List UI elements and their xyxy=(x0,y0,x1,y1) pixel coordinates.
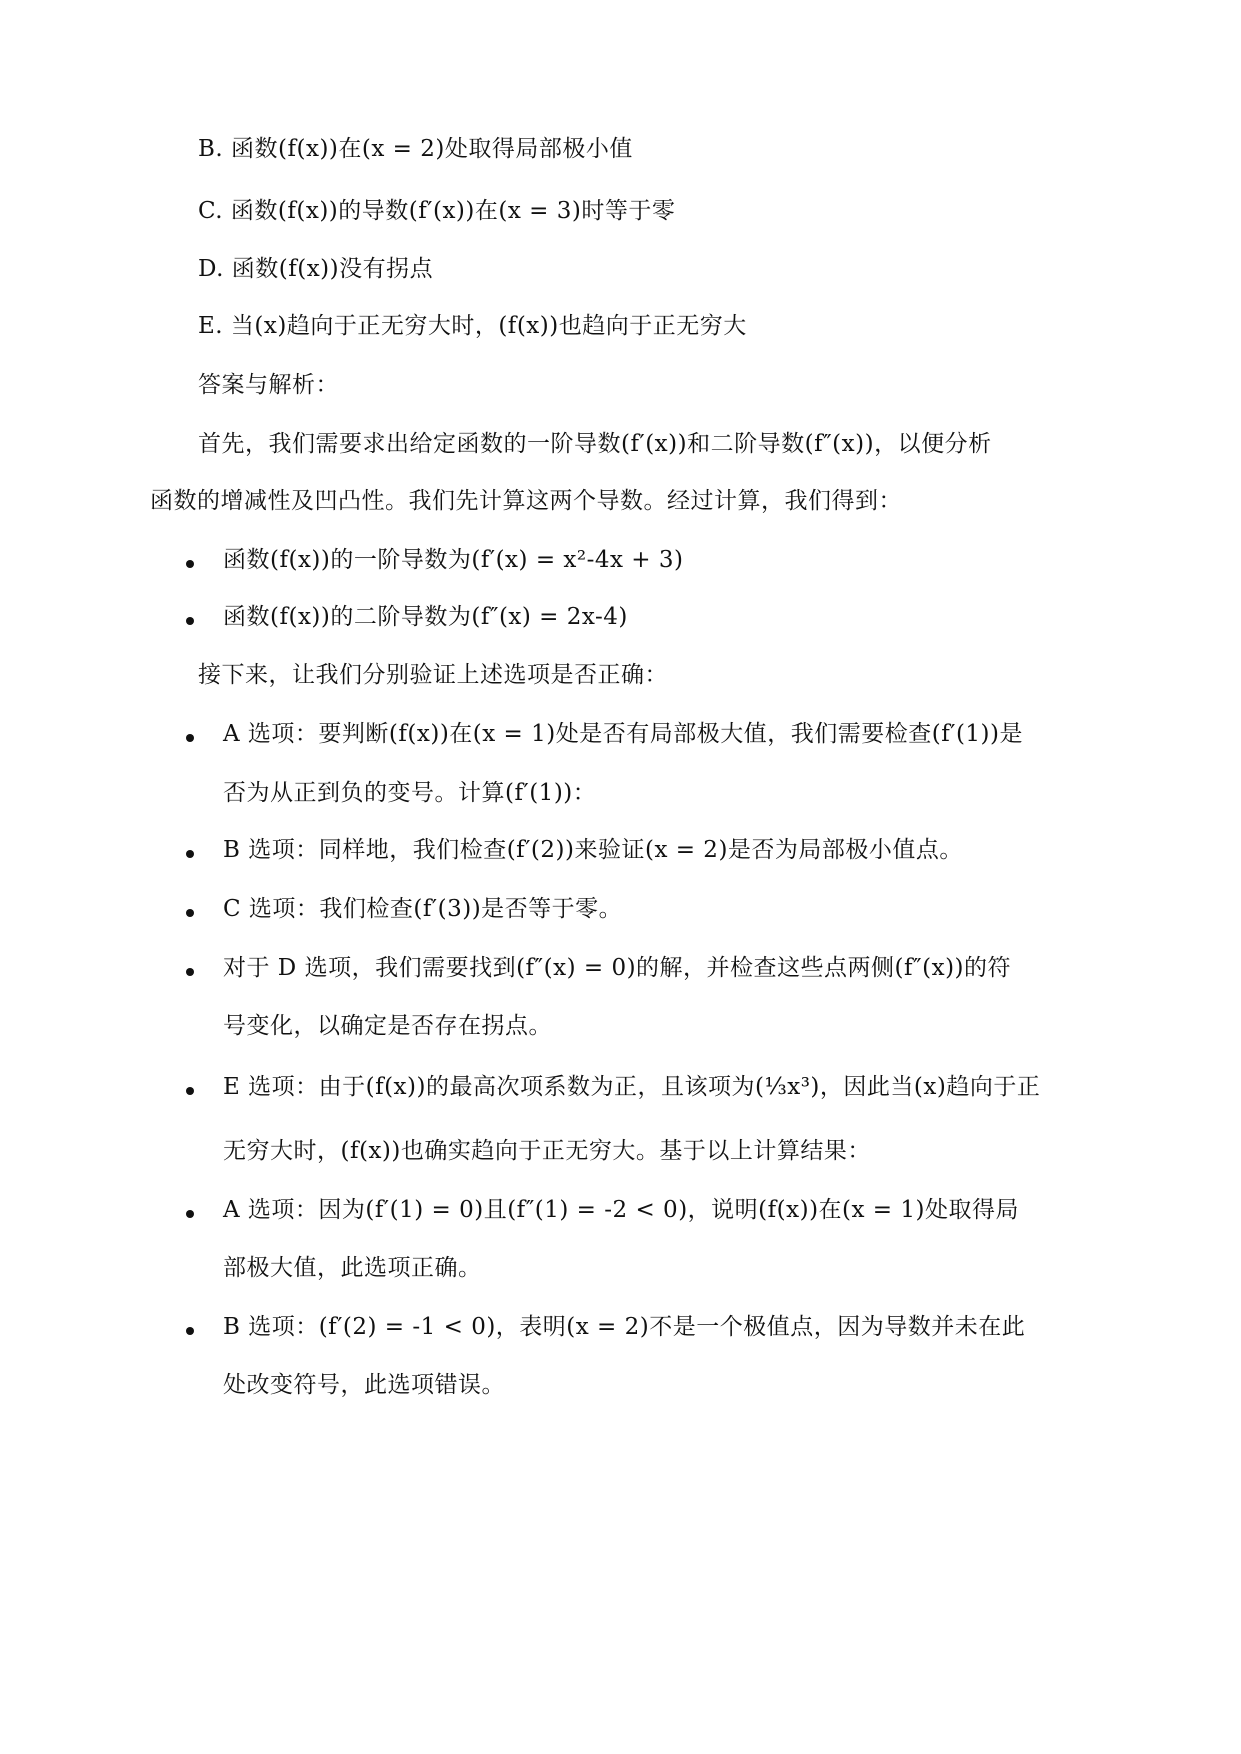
check-e-line-1: E 选项：由于(f(x))的最高次项系数为正，且该项为(⅓x³)，因此当(x)趋向于正 xyxy=(223,1074,1041,1100)
bullet-icon xyxy=(186,850,194,858)
bullet-icon xyxy=(186,909,194,917)
option-e: E. 当(x)趋向于正无穷大时，(f(x))也趋向于正无穷大 xyxy=(198,313,747,339)
check-e-line-2: 无穷大时，(f(x))也确实趋向于正无穷大。基于以上计算结果： xyxy=(223,1138,871,1164)
intro-paragraph-line-1: 首先，我们需要求出给定函数的一阶导数(f′(x))和二阶导数(f″(x))，以便分析 xyxy=(198,431,992,457)
bullet-icon xyxy=(186,1087,194,1095)
bullet-icon xyxy=(186,734,194,742)
conclusion-b-line-1: B 选项：(f′(2) = -1 < 0)，表明(x = 2)不是一个极值点，因为导数并未在此 xyxy=(223,1314,1026,1340)
conclusion-a-line-1: A 选项：因为(f′(1) = 0)且(f″(1) = -2 < 0)，说明(f(x))在(x = 1)处取得局 xyxy=(223,1197,1019,1223)
check-d-line-1: 对于 D 选项，我们需要找到(f″(x) = 0)的解，并检查这些点两侧(f″(x))的符 xyxy=(223,955,1012,981)
bullet-icon xyxy=(186,560,194,568)
check-c: C 选项：我们检查(f′(3))是否等于零。 xyxy=(223,896,623,922)
derivative-second: 函数(f(x))的二阶导数为(f″(x) = 2x-4) xyxy=(223,604,628,630)
conclusion-b-line-2: 处改变符号，此选项错误。 xyxy=(223,1372,505,1398)
answer-heading: 答案与解析： xyxy=(198,372,339,398)
check-a-line-1: A 选项：要判断(f(x))在(x = 1)处是否有局部极大值，我们需要检查(f′(1))是 xyxy=(223,721,1024,747)
option-d: D. 函数(f(x))没有拐点 xyxy=(198,256,434,282)
intro-paragraph-line-2: 函数的增减性及凹凸性。我们先计算这两个导数。经过计算，我们得到： xyxy=(150,488,902,514)
bullet-icon xyxy=(186,1210,194,1218)
check-d-line-2: 号变化，以确定是否存在拐点。 xyxy=(223,1013,552,1039)
bullet-icon xyxy=(186,1327,194,1335)
bullet-icon xyxy=(186,968,194,976)
derivative-first: 函数(f(x))的一阶导数为(f′(x) = x²-4x + 3) xyxy=(223,547,684,573)
conclusion-a-line-2: 部极大值，此选项正确。 xyxy=(223,1255,482,1281)
option-b: B. 函数(f(x))在(x = 2)处取得局部极小值 xyxy=(198,136,633,162)
check-a-line-2: 否为从正到负的变号。计算(f′(1))： xyxy=(223,780,597,806)
option-c: C. 函数(f(x))的导数(f′(x))在(x = 3)时等于零 xyxy=(198,198,676,224)
check-b: B 选项：同样地，我们检查(f′(2))来验证(x = 2)是否为局部极小值点。 xyxy=(223,837,963,863)
verify-heading: 接下来，让我们分别验证上述选项是否正确： xyxy=(198,662,668,688)
bullet-icon xyxy=(186,617,194,625)
